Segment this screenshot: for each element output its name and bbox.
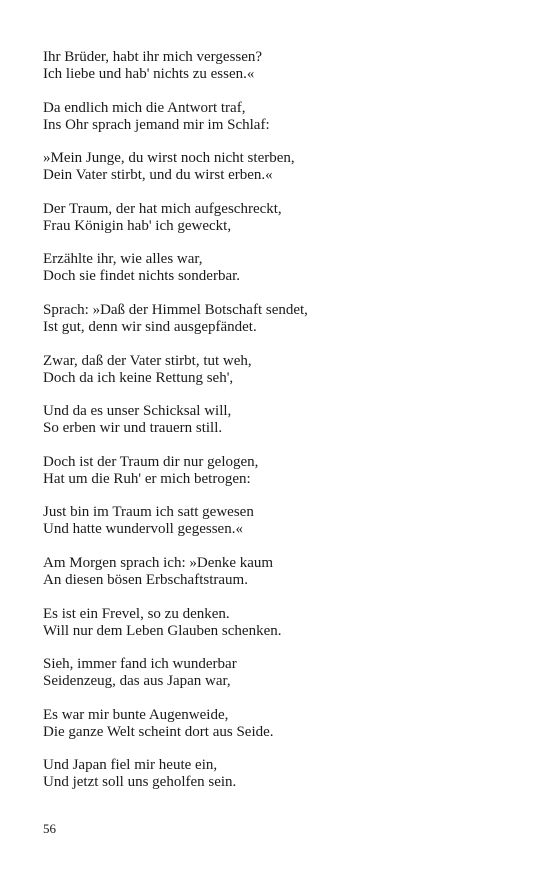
stanza <box>43 757 523 808</box>
poem-line: Erzählte ihr, wie alles war, <box>43 251 203 268</box>
poem-line: Doch ist der Traum dir nur gelogen, <box>43 453 259 470</box>
stanza <box>43 49 523 100</box>
poem-line: Ist gut, denn wir sind ausgepfändet. <box>43 318 257 335</box>
stanza <box>43 302 523 353</box>
poem-line: Der Traum, der hat mich aufgeschreckt, <box>43 200 282 217</box>
poem-line: Hat um die Ruh' er mich betrogen: <box>43 470 251 487</box>
poem-line: So erben wir und trauern still. <box>43 420 223 437</box>
poem-line: Doch sie findet nichts sonderbar. <box>43 268 241 285</box>
poem-line: Seidenzeug, das aus Japan war, <box>43 673 231 690</box>
stanza <box>43 454 523 505</box>
poem-line: »Mein Junge, du wirst noch nicht sterben, <box>43 150 295 167</box>
poem-line: Und hatte wundervoll gegessen.« <box>43 521 243 538</box>
stanza <box>43 504 523 555</box>
stanza <box>43 251 523 302</box>
stanza <box>43 100 523 151</box>
stanza <box>43 656 523 707</box>
poem-line: Sprach: »Daß der Himmel Botschaft sendet, <box>43 301 308 318</box>
stanza <box>43 707 523 758</box>
stanza <box>43 403 523 454</box>
poem-line: Und jetzt soll uns geholfen sein. <box>43 774 237 791</box>
stanza <box>43 150 523 201</box>
poem-line: Frau Königin hab' ich geweckt, <box>43 217 232 234</box>
poem-line: Und Japan fiel mir heute ein, <box>43 757 218 774</box>
poem-line: Dein Vater stirbt, und du wirst erben.« <box>43 167 273 184</box>
poem-line: Ich liebe und hab' nichts zu essen.« <box>43 66 255 82</box>
poem-line: Und da es unser Schicksal will, <box>43 403 232 420</box>
poem-line: Zwar, daß der Vater stirbt, tut weh, <box>43 352 252 369</box>
poem-line: Will nur dem Leben Glauben schenken. <box>43 622 282 639</box>
poem-line: Es war mir bunte Augenweide, <box>43 706 229 723</box>
poem-line: Just bin im Traum ich satt gewesen <box>43 504 254 521</box>
poem-line: An diesen bösen Erbschaftstraum. <box>43 571 248 588</box>
page-number: 56 <box>43 821 56 836</box>
poem-line: Es ist ein Frevel, so zu denken. <box>43 605 230 622</box>
poem-line: Ins Ohr sprach jemand mir im Schlaf: <box>43 116 270 133</box>
poem-line: Da endlich mich die Antwort traf, <box>43 99 246 116</box>
stanza <box>43 555 523 606</box>
stanza <box>43 353 523 404</box>
poem-line: Doch da ich keine Rettung seh', <box>43 369 234 386</box>
poem-line: Ihr Brüder, habt ihr mich vergessen? <box>43 49 263 65</box>
poem-body <box>43 49 523 808</box>
stanza <box>43 606 523 657</box>
poem-line: Sieh, immer fand ich wunderbar <box>43 656 237 673</box>
poem-line: Am Morgen sprach ich: »Denke kaum <box>43 554 274 571</box>
stanza <box>43 201 523 252</box>
poem-line: Die ganze Welt scheint dort aus Seide. <box>43 723 274 740</box>
